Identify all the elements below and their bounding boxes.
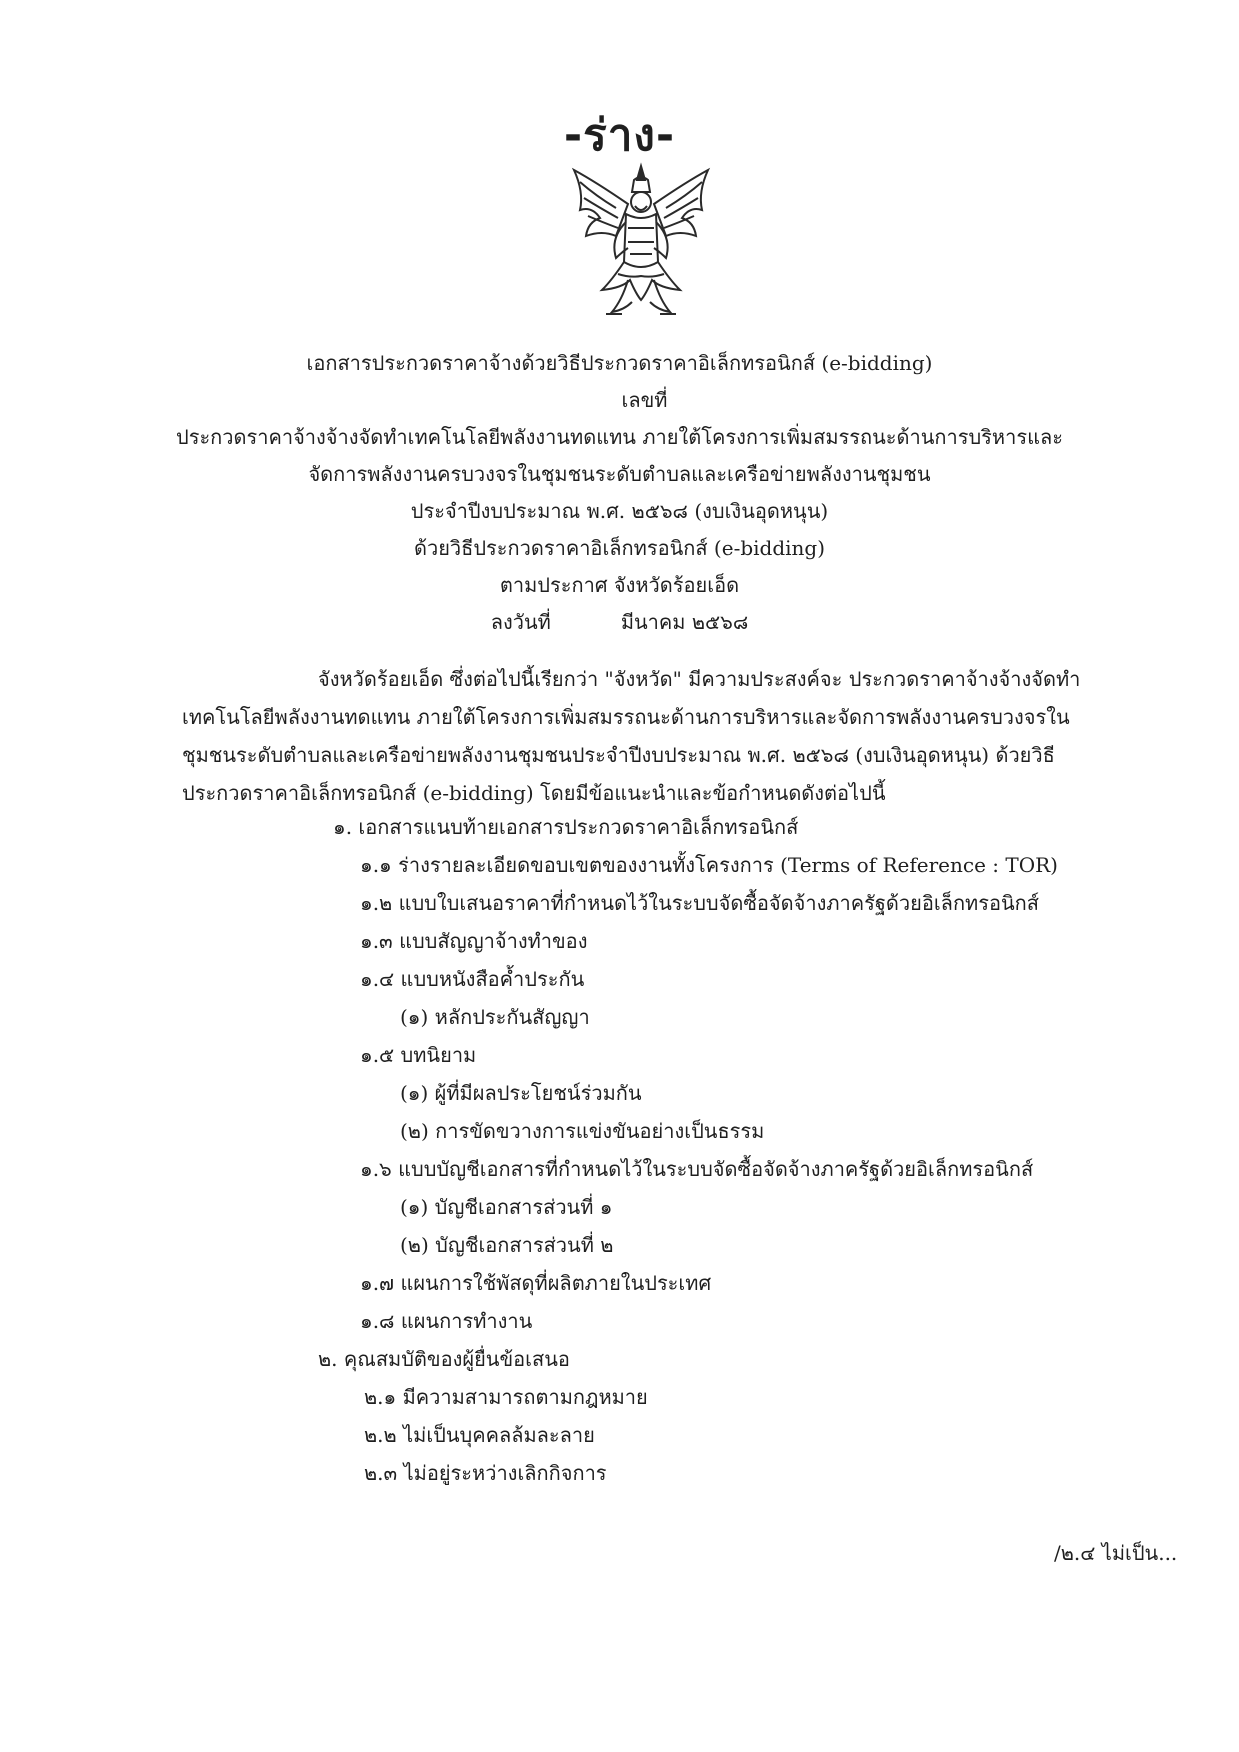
section-1-7: ๑.๗ แผนการใช้พัสดุที่ผลิตภายในประเทศ [360,1271,712,1295]
intro-line-2: เทคโนโลยีพลังงานทดแทน ภายใต้โครงการเพิ่มสมรรถนะด้านการบริหารและจัดการพลังงานครบวงจรใน [182,705,1070,729]
date-value: มีนาคม ๒๕๖๘ [620,610,749,634]
section-2-3: ๒.๓ ไม่อยู่ระหว่างเลิกกิจการ [364,1461,607,1485]
section-1-2: ๑.๒ แบบใบเสนอราคาที่กำหนดไว้ในระบบจัดซื้อจัดจ้างภาครัฐด้วยอิเล็กทรอนิกส์ [360,891,1039,915]
section-2-2: ๒.๒ ไม่เป็นบุคคลล้มละลาย [364,1423,595,1447]
intro-line-1: จังหวัดร้อยเอ็ด ซึ่งต่อไปนี้เรียกว่า "จังหวัด" มีความประสงค์จะ ประกวดราคาจ้างจ้างจัดทำ [318,667,1081,691]
section-2-1: ๒.๑ มีความสามารถตามกฎหมาย [364,1385,648,1409]
section-1-heading: ๑. เอกสารแนบท้ายเอกสารประกวดราคาอิเล็กทรอนิกส์ [333,815,799,839]
draft-mark: -ร่าง- [563,110,676,161]
intro-paragraph [182,660,1126,812]
section-1-1: ๑.๑ ร่างรายละเอียดขอบเขตของงานทั้งโครงการ (Terms of Reference : TOR) [360,853,1058,877]
intro-line-3: ชุมชนระดับตำบลและเครือข่ายพลังงานชุมชนประจำปีงบประมาณ พ.ศ. ๒๕๖๘ (งบเงินอุดหนุน) ด้วยวิธี [182,743,1055,767]
section-1-6-2: (๒) บัญชีเอกสารส่วนที่ ๒ [400,1233,614,1257]
header-project-line-2: จัดการพลังงานครบวงจรในชุมชนระดับตำบลและเครือข่ายพลังงานชุมชน [308,462,931,486]
section-1-8: ๑.๘ แผนการทำงาน [360,1309,533,1333]
section-1-5-2: (๒) การขัดขวางการแข่งขันอย่างเป็นธรรม [400,1119,765,1143]
section-1-4: ๑.๔ แบบหนังสือค้ำประกัน [360,967,585,991]
header-fiscal-year: ประจำปีงบประมาณ พ.ศ. ๒๕๖๘ (งบเงินอุดหนุน) [410,499,829,523]
header-method: ด้วยวิธีประกวดราคาอิเล็กทรอนิกส์ (e-bidding) [413,536,826,560]
header-project-line-1: ประกวดราคาจ้างจ้างจัดทำเทคโนโลยีพลังงานทดแทน ภายใต้โครงการเพิ่มสมรรถนะด้านการบริหารและ [176,425,1063,449]
next-page-continuation: /๒.๔ ไม่เป็น... [1054,1541,1178,1565]
section-2-heading: ๒. คุณสมบัติของผู้ยื่นข้อเสนอ [318,1347,570,1371]
intro-line-4: ประกวดราคาอิเล็กทรอนิกส์ (e-bidding) โดยมีข้อแนะนำและข้อกำหนดดังต่อไปนี้ [182,781,886,805]
section-1-3: ๑.๓ แบบสัญญาจ้างทำของ [360,929,588,953]
document-header [0,345,1239,641]
section-1-5-1: (๑) ผู้ที่มีผลประโยชน์ร่วมกัน [400,1081,642,1105]
section-1-5: ๑.๕ บทนิยาม [360,1043,477,1067]
section-1-4-1: (๑) หลักประกันสัญญา [400,1005,590,1029]
section-1-6-1: (๑) บัญชีเอกสารส่วนที่ ๑ [400,1195,613,1219]
header-title: เอกสารประกวดราคาจ้างด้วยวิธีประกวดราคาอิเล็กทรอนิกส์ (e-bidding) [306,351,933,375]
date-label: ลงวันที่ [490,610,551,634]
garuda-emblem-icon [566,162,716,322]
header-announcement: ตามประกาศ จังหวัดร้อยเอ็ด [499,573,740,597]
header-date [0,604,1239,641]
header-number: เลขที่ [621,388,668,412]
section-1-6: ๑.๖ แบบบัญชีเอกสารที่กำหนดไว้ในระบบจัดซื้อจัดจ้างภาครัฐด้วยอิเล็กทรอนิกส์ [360,1157,1034,1181]
